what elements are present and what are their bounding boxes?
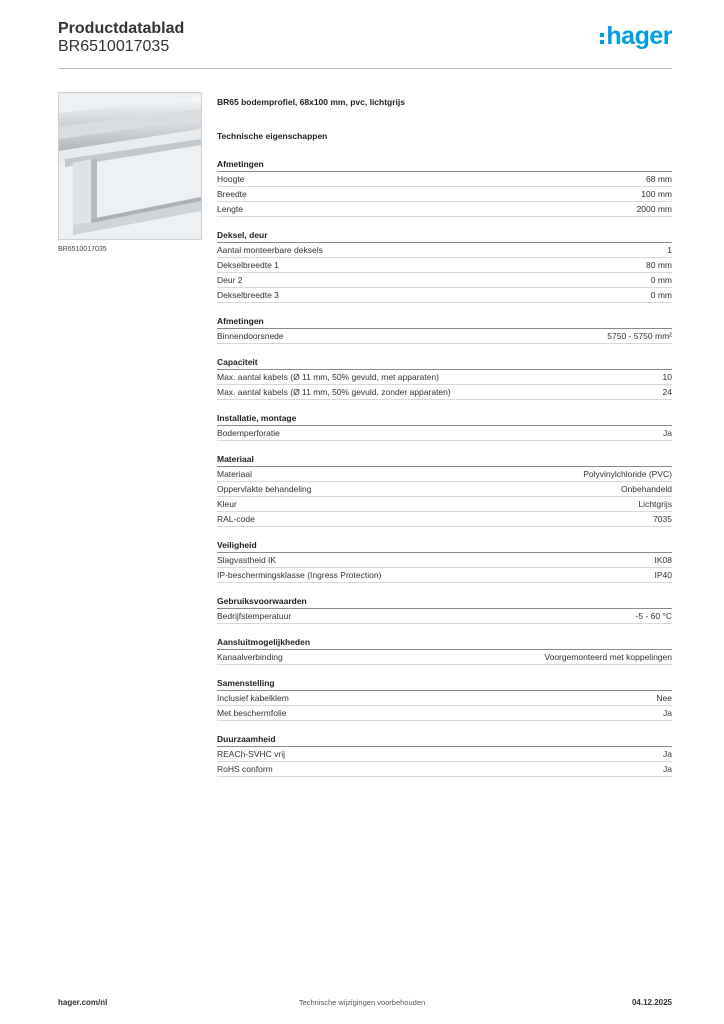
spec-row — [217, 553, 672, 568]
spec-section — [217, 733, 672, 777]
header-divider — [58, 68, 672, 69]
spec-row — [217, 650, 672, 665]
spec-sections — [217, 158, 672, 777]
spec-section — [217, 677, 672, 721]
spec-row — [217, 370, 672, 385]
spec-row — [217, 329, 672, 344]
spec-value: 80 mm — [646, 260, 672, 270]
spec-value: Voorgemonteerd met koppelingen — [544, 652, 672, 662]
spec-heading: Technische eigenschappen — [217, 131, 328, 141]
spec-row — [217, 568, 672, 583]
spec-value: Ja — [663, 428, 672, 438]
spec-label: Dekselbreedte 1 — [217, 260, 279, 270]
spec-row — [217, 706, 672, 721]
spec-row — [217, 762, 672, 777]
spec-value: 5750 - 5750 mm² — [607, 331, 672, 341]
spec-value: 2000 mm — [636, 204, 672, 214]
spec-value: Nee — [656, 693, 672, 703]
footer-disclaimer: Technische wijzigingen voorbehouden — [298, 998, 426, 1007]
spec-row — [217, 426, 672, 441]
spec-label: Oppervlakte behandeling — [217, 484, 312, 494]
spec-label: Max. aantal kabels (Ø 11 mm, 50% gevuld, met apparaten) — [217, 372, 439, 382]
spec-row — [217, 482, 672, 497]
spec-label: RoHS conform — [217, 764, 273, 774]
spec-row — [217, 202, 672, 217]
spec-row — [217, 385, 672, 400]
spec-label: IP-beschermingsklasse (Ingress Protection) — [217, 570, 382, 580]
spec-label: Kanaalverbinding — [217, 652, 283, 662]
spec-section — [217, 315, 672, 344]
hager-logo — [600, 24, 672, 49]
spec-value: 1 — [667, 245, 672, 255]
spec-row — [217, 258, 672, 273]
spec-label: Hoogte — [217, 174, 245, 184]
spec-label: Inclusief kabelklem — [217, 693, 289, 703]
spec-label: Lengte — [217, 204, 243, 214]
spec-value: Polyvinylchloride (PVC) — [583, 469, 672, 479]
logo-text: hager — [606, 22, 672, 50]
spec-row — [217, 497, 672, 512]
spec-row — [217, 172, 672, 187]
spec-label: Breedte — [217, 189, 247, 199]
section-title: Capaciteit — [217, 356, 672, 370]
section-title: Duurzaamheid — [217, 733, 672, 747]
spec-section — [217, 356, 672, 400]
spec-row — [217, 609, 672, 624]
spec-row — [217, 187, 672, 202]
spec-label: REACh-SVHC vrij — [217, 749, 286, 759]
spec-value: 68 mm — [646, 174, 672, 184]
spec-label: RAL-code — [217, 514, 255, 524]
section-title: Aansluitmogelijkheden — [217, 636, 672, 650]
product-code: BR6510017035 — [58, 38, 170, 55]
spec-row — [217, 512, 672, 527]
section-title: Samenstelling — [217, 677, 672, 691]
page-title: Productdatablad — [58, 20, 185, 37]
spec-value: 0 mm — [650, 290, 672, 300]
spec-section — [217, 158, 672, 217]
spec-value: Lichtgrijs — [638, 499, 672, 509]
spec-label: Bedrijfstemperatuur — [217, 611, 292, 621]
spec-row — [217, 288, 672, 303]
spec-value: -5 - 60 °C — [635, 611, 672, 621]
spec-section — [217, 453, 672, 527]
spec-value: 100 mm — [641, 189, 672, 199]
spec-section — [217, 636, 672, 665]
spec-value: IP40 — [654, 570, 672, 580]
spec-label: Deur 2 — [217, 275, 243, 285]
section-title: Materiaal — [217, 453, 672, 467]
spec-row — [217, 243, 672, 258]
spec-value: Ja — [663, 749, 672, 759]
footer-website[interactable]: hager.com/nl — [58, 998, 108, 1007]
spec-label: Slagvastheid IK — [217, 555, 277, 565]
cable-trunking-icon — [59, 93, 201, 239]
spec-section — [217, 412, 672, 441]
spec-value: Onbehandeld — [620, 484, 672, 494]
spec-value: 7035 — [653, 514, 672, 524]
logo-colon-icon — [600, 33, 604, 44]
section-title: Deksel, deur — [217, 229, 672, 243]
spec-content — [217, 97, 672, 789]
section-title: Installatie, montage — [217, 412, 672, 426]
spec-label: Kleur — [217, 499, 237, 509]
footer-date: 04.12.2025 — [631, 998, 672, 1007]
product-title: BR65 bodemprofiel, 68x100 mm, pvc, lichtgrijs — [217, 97, 406, 107]
spec-row — [217, 273, 672, 288]
spec-label: Bodemperforatie — [217, 428, 280, 438]
spec-section — [217, 539, 672, 583]
product-image — [58, 92, 202, 240]
spec-label: Aantal monteerbare deksels — [217, 245, 323, 255]
section-title: Afmetingen — [217, 315, 672, 329]
spec-value: 24 — [662, 387, 672, 397]
spec-section — [217, 229, 672, 303]
spec-label: Binnendoorsnede — [217, 331, 284, 341]
spec-row — [217, 747, 672, 762]
spec-value: Ja — [663, 764, 672, 774]
section-title: Gebruiksvoorwaarden — [217, 595, 672, 609]
image-caption: BR6510017035 — [58, 246, 107, 253]
spec-value: IK08 — [654, 555, 672, 565]
spec-value: Ja — [663, 708, 672, 718]
spec-label: Met beschermfolie — [217, 708, 287, 718]
section-title: Afmetingen — [217, 158, 672, 172]
spec-label: Max. aantal kabels (Ø 11 mm, 50% gevuld, zonder apparaten) — [217, 387, 451, 397]
spec-row — [217, 691, 672, 706]
section-title: Veiligheid — [217, 539, 672, 553]
spec-value: 10 — [662, 372, 672, 382]
spec-value: 0 mm — [650, 275, 672, 285]
spec-row — [217, 467, 672, 482]
spec-label: Materiaal — [217, 469, 252, 479]
spec-section — [217, 595, 672, 624]
spec-label: Dekselbreedte 3 — [217, 290, 279, 300]
